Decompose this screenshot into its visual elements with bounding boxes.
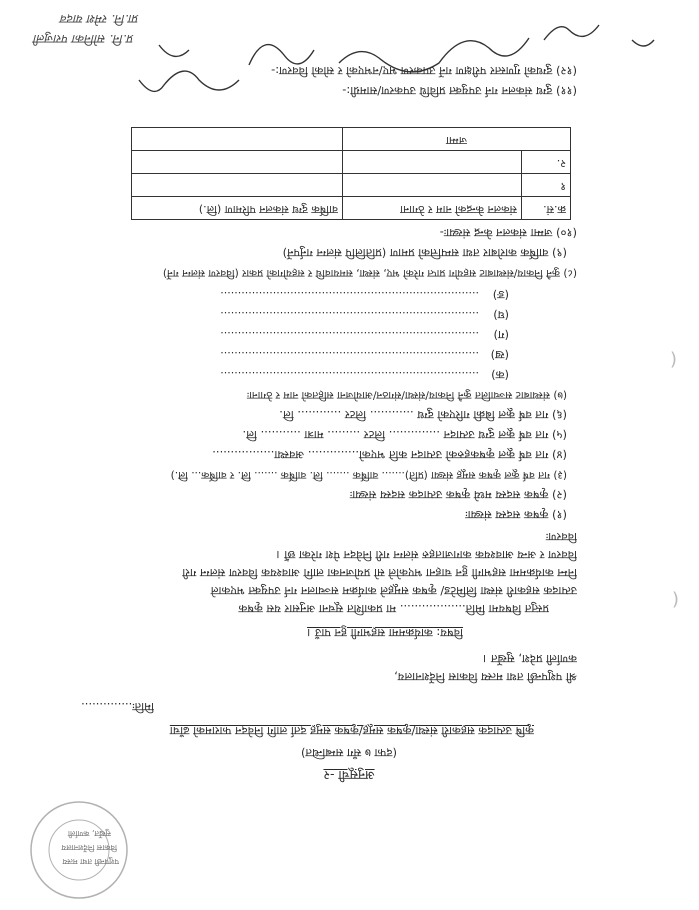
item-8: (८) कुनै निकाय/संस्थाबाट सहयोग प्राप्त गरेको भए, संस्था, समयावधि र सहयोगको प्रकार (विवरण संलग्न गर्ने) (162, 267, 577, 279)
signature-stroke-4 (544, 25, 599, 40)
signature-stroke-6 (632, 40, 654, 46)
sub-item-gha-line: .......................................................................... (220, 309, 479, 322)
sub-item-nga: (ङ) (492, 288, 509, 302)
form-title: कृषि उत्पादक सहकारी संस्था/कृषक समूह/कृषक समुह दर्ता लागि निवेदन फारामको ढाँचा (169, 724, 534, 738)
table-cell: २. (522, 151, 571, 174)
sub-item-kha: (ख) (490, 348, 509, 362)
details-label: विवरणः (545, 530, 577, 544)
item-2: (२) कृषक सदस्य मध्ये कृषक उत्पादक सदस्य संख्याः (349, 488, 567, 502)
sub-item-nga-line: .......................................................................... (220, 289, 479, 302)
date-field: मितिः.............. (81, 700, 154, 714)
item-7: (७) संस्थाबाट सञ्चालित कुनै निकाय/संस्था/संगठन/आयोजना सहितको नाम र ठेगानाः (246, 389, 567, 401)
margin-mark-2: ( (669, 349, 677, 370)
sub-item-ga-line: .......................................................................... (220, 329, 479, 342)
collection-centre-table (131, 127, 571, 220)
margin-mark-1: ( (671, 589, 679, 610)
sub-item-ka-line: .......................................................................... (220, 369, 479, 382)
table-total-value (132, 128, 343, 151)
item-3: (३) गत वर्ष कूल कृषक समूह संख्या (प्रति)....... वार्षिक ....... लि. वार्षिक ....... लि. र वार्षिक... लि.) (170, 469, 567, 481)
annex-heading: अनुसूची -२ (323, 768, 375, 783)
table-row (132, 174, 571, 197)
table-header-row (132, 197, 571, 220)
item-6: (६) गत वर्ष कूल बिक्री गरिएको दुग्ध ............ लिटर ............ लि. (279, 408, 567, 422)
sub-item-ga: (ग) (493, 328, 509, 342)
item-9: (९) वार्षिक कारोबार तथा सम्पत्तिको प्रमाण (प्रतिलिपि संलग्न गर्नुपर्ने) (282, 246, 567, 260)
table-total-label: जम्मा (343, 128, 571, 151)
sub-item-kha-line: .......................................................................... (220, 349, 479, 362)
body-paragraph-2: उत्पादक सहकारी संस्था लिमिटेड/ कृषक समूहले कार्यक्रम सञ्चालन गर्न उपयुक्त भएकाले (210, 584, 577, 598)
addressee-line-1: श्री पशुपन्छी तथा मत्स्य विकास निर्देशनालय, (394, 670, 577, 684)
rule-reference: (दफा ७ सँग सम्बन्धित) (301, 746, 397, 760)
item-10: (१०) जम्मा संकलन केन्द्र संख्याः- (439, 226, 577, 240)
addressee-line-2: कर्णाली प्रदेश, सुर्खेत । (482, 652, 577, 666)
item-5: (५) गत वर्ष कूल दुग्ध उत्पादन .............. लिटर ......... मात्रा ........... लि. (242, 428, 567, 442)
item-1: (१) कृषक सदस्य संख्याः (465, 508, 567, 522)
table-header-sn: क्र.सं. (522, 197, 571, 220)
table-row (132, 151, 571, 174)
sub-item-ka: (क) (491, 368, 509, 382)
signature-stroke-5 (159, 45, 189, 56)
stamp-text-3: सुर्खेत, कर्णाली (67, 829, 111, 838)
sub-item-gha: (घ) (493, 308, 509, 322)
subject-line: विषय: कार्यक्रममा सहभागी हुन पाउँ । (307, 626, 463, 640)
item-12: (१२) दुग्धको गुणस्तर परीक्षण गर्ने उपकरण भए/नभएको र सोको विवरण:- (271, 64, 577, 78)
item-4: (४) गत वर्ष कूल कृषकहरुको उत्पादन कति भएको.............. अवस्था................. (212, 448, 567, 462)
body-paragraph-4: विवरण र अन्य आवश्यक कागजातहरु संलग्न गरी निवेदन पेश गरेका छौं । (276, 548, 577, 562)
table-cell (132, 174, 343, 197)
table-cell (132, 151, 343, 174)
stamp-text-1: पशुपन्छी तथा मत्स्य (62, 857, 119, 866)
table-cell (343, 174, 522, 197)
table-cell: १ (522, 174, 571, 197)
signature-stroke-1 (139, 71, 239, 91)
signature-stroke-2 (249, 45, 314, 65)
table-cell (343, 151, 522, 174)
body-paragraph-3: निम्न कार्यक्रममा सहभागी हुन चाहना भएकोले सो प्रयोजनका लागि आवश्यक विवरण संलग्न गरी (182, 566, 577, 580)
body-paragraph-1: प्रस्तुत विषयमा मिति.................. मा प्रकाशित सूचना अनुसार यस कृषक (238, 602, 549, 616)
office-note-2: प्रा.नि. रमेश यादव (60, 12, 139, 26)
table-total-row (132, 128, 571, 151)
table-header-quantity: वार्षिक दुग्ध संकलन परिमाण (लि.) (132, 197, 343, 220)
office-note-1: प्र.नि. सोनिका पराजुली (33, 32, 134, 46)
table-header-centre: संकलन केन्द्रको नाम र ठेगाना (343, 197, 522, 220)
item-11: (११) दुग्ध संकलन गर्न उपयुक्त प्रविधि उपकरण/सामग्री:- (342, 84, 577, 98)
stamp-text-2: विकास निर्देशनालय (61, 843, 117, 852)
